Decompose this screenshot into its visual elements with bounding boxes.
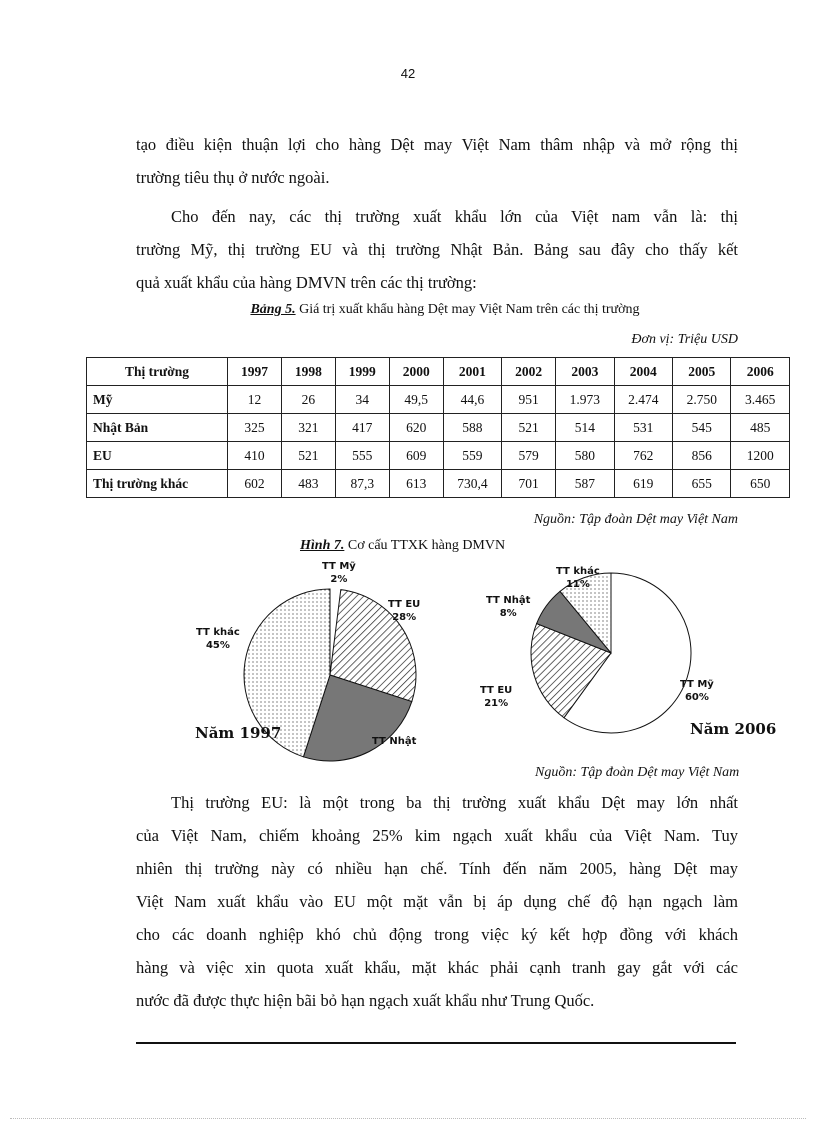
table-cell: 87,3 (335, 470, 389, 498)
label-name: TT khác (196, 627, 240, 638)
table-cell: 485 (731, 414, 790, 442)
text-line: tạo điều kiện thuận lợi cho hàng Dệt may Việt Nam thâm nhập và mở rộng thị (136, 135, 738, 154)
table-cell: 514 (556, 414, 614, 442)
table-cell: 619 (614, 470, 672, 498)
table-cell: 483 (281, 470, 335, 498)
pie-label-us-2006 (680, 678, 714, 704)
pie-label-eu-1997 (388, 598, 420, 624)
paragraph-markets (136, 200, 738, 299)
paragraph-intro (136, 128, 738, 194)
table-source: Nguồn: Tập đoàn Dệt may Việt Nam (533, 512, 738, 527)
table-cell: EU (87, 442, 228, 470)
table-caption-label: Bảng 5. (250, 302, 296, 317)
text-line: hàng và việc xin quota xuất khẩu, mặt khác phải cạnh tranh gay gắt với các (136, 958, 738, 977)
figure-source: Nguồn: Tập đoàn Dệt may Việt Nam (535, 765, 740, 780)
table-header: 2001 (443, 358, 501, 386)
label-pct: 60% (684, 692, 709, 703)
pie-chart-2006 (526, 568, 696, 738)
table-header: 2000 (389, 358, 443, 386)
table-cell: 602 (228, 470, 282, 498)
unit-note: Đơn vị: Triệu USD (631, 332, 738, 347)
table-cell: 2.750 (673, 386, 731, 414)
table-cell: 655 (673, 470, 731, 498)
label-name: TT Nhật (486, 595, 531, 606)
pie-label-other-2006 (556, 565, 600, 591)
paragraph-eu-market (136, 786, 738, 1017)
label-pct: 21% (484, 698, 509, 709)
table-cell: 587 (556, 470, 614, 498)
table-header: 2002 (502, 358, 556, 386)
table-cell: 44,6 (443, 386, 501, 414)
figure-caption-text: Cơ cấu TTXK hàng DMVN (347, 538, 506, 553)
text-line: trường Mỹ, thị trường EU và thị trường Nhật Bản. Bảng sau đây cho thấy kết (136, 240, 738, 259)
table-cell: 34 (335, 386, 389, 414)
table-cell: 730,4 (443, 470, 501, 498)
table-cell: 856 (673, 442, 731, 470)
label-pct: 8% (499, 608, 517, 619)
table-cell: 521 (502, 414, 556, 442)
text-line: Thị trường EU: là một trong ba thị trường xuất khẩu Dệt may lớn nhất (171, 793, 738, 812)
table-cell: 650 (731, 470, 790, 498)
table-caption-text: Giá trị xuất khẩu hàng Dệt may Việt Nam trên các thị trường (299, 302, 640, 317)
table-cell: Mỹ (87, 386, 228, 414)
text-line: nước đã được thực hiện bãi bỏ hạn ngạch xuất khẩu như Trung Quốc. (136, 991, 595, 1010)
table-row (87, 442, 790, 470)
text-line: Việt Nam xuất khẩu vào EU một mặt vẫn bị áp dụng chế độ hạn ngạch làm (136, 892, 738, 911)
table-header-row (87, 358, 790, 386)
table-cell: 762 (614, 442, 672, 470)
table-cell: 620 (389, 414, 443, 442)
table-row (87, 386, 790, 414)
table-cell: 609 (389, 442, 443, 470)
table-cell: 325 (228, 414, 282, 442)
table-cell: 951 (502, 386, 556, 414)
text-line: cho các doanh nghiệp khó chủ động trong việc ký kết hợp đồng với khách (136, 925, 738, 944)
label-name: TT EU (388, 599, 421, 610)
pie-label-us-1997 (322, 560, 356, 586)
pie-label-japan-2006 (486, 594, 530, 620)
label-name: TT EU (480, 685, 513, 696)
label-pct: 28% (392, 612, 417, 623)
table-cell: 2.474 (614, 386, 672, 414)
label-pct: 2% (330, 574, 348, 585)
table-cell: 417 (335, 414, 389, 442)
table-cell: 3.465 (731, 386, 790, 414)
table-row (87, 470, 790, 498)
footer-rule (136, 1042, 736, 1044)
table-cell: 613 (389, 470, 443, 498)
table-cell: 545 (673, 414, 731, 442)
table-cell: 49,5 (389, 386, 443, 414)
table-header: 2003 (556, 358, 614, 386)
label-name: TT Nhật (372, 736, 417, 747)
text-line: Cho đến nay, các thị trường xuất khẩu lớn của Việt nam vẫn là: thị (171, 207, 738, 226)
table-cell: Nhật Bản (87, 414, 228, 442)
table-cell: 588 (443, 414, 501, 442)
export-table (86, 357, 790, 498)
text-line: nhiên thị trường này có nhiều hạn chế. Tính đến năm 2005, hàng Dệt may (136, 859, 738, 878)
label-name: TT Mỹ (680, 679, 714, 690)
table-cell: 1200 (731, 442, 790, 470)
table-cell: 580 (556, 442, 614, 470)
table-cell: 12 (228, 386, 282, 414)
table-cell: 26 (281, 386, 335, 414)
table-cell: 1.973 (556, 386, 614, 414)
table-cell: 701 (502, 470, 556, 498)
table-caption (0, 302, 816, 318)
label-name: TT khác (556, 566, 600, 577)
label-pct: 11% (565, 579, 590, 590)
table-header: 1998 (281, 358, 335, 386)
table-header: 1999 (335, 358, 389, 386)
table-header: 2004 (614, 358, 672, 386)
table-cell: 521 (281, 442, 335, 470)
page-bottom-border (10, 1118, 806, 1119)
table-cell: 579 (502, 442, 556, 470)
table-header: 2005 (673, 358, 731, 386)
table-header: 2006 (731, 358, 790, 386)
table-row (87, 414, 790, 442)
table-cell: 555 (335, 442, 389, 470)
text-line: của Việt Nam, chiếm khoảng 25% kim ngạch xuất khẩu của Việt Nam. Tuy (136, 826, 738, 845)
pie-label-japan-1997 (372, 735, 416, 748)
label-name: TT Mỹ (322, 561, 356, 572)
table-cell: 531 (614, 414, 672, 442)
text-line: trường tiêu thụ ở nước ngoài. (136, 168, 330, 187)
pie-title-2006: Năm 2006 (690, 720, 777, 738)
table-cell: 410 (228, 442, 282, 470)
pie-title-1997: Năm 1997 (195, 724, 282, 742)
pie-label-eu-2006 (480, 684, 512, 710)
table-cell: 321 (281, 414, 335, 442)
figure-caption (300, 538, 505, 554)
page-number: 42 (400, 66, 416, 81)
table-header: 1997 (228, 358, 282, 386)
pie-label-other-1997 (196, 626, 240, 652)
table-cell: 559 (443, 442, 501, 470)
table-header: Thị trường (87, 358, 228, 386)
table-cell: Thị trường khác (87, 470, 228, 498)
figure-caption-label: Hình 7. (300, 538, 345, 553)
label-pct: 45% (205, 640, 230, 651)
text-line: quả xuất khẩu của hàng DMVN trên các thị trường: (136, 273, 477, 292)
